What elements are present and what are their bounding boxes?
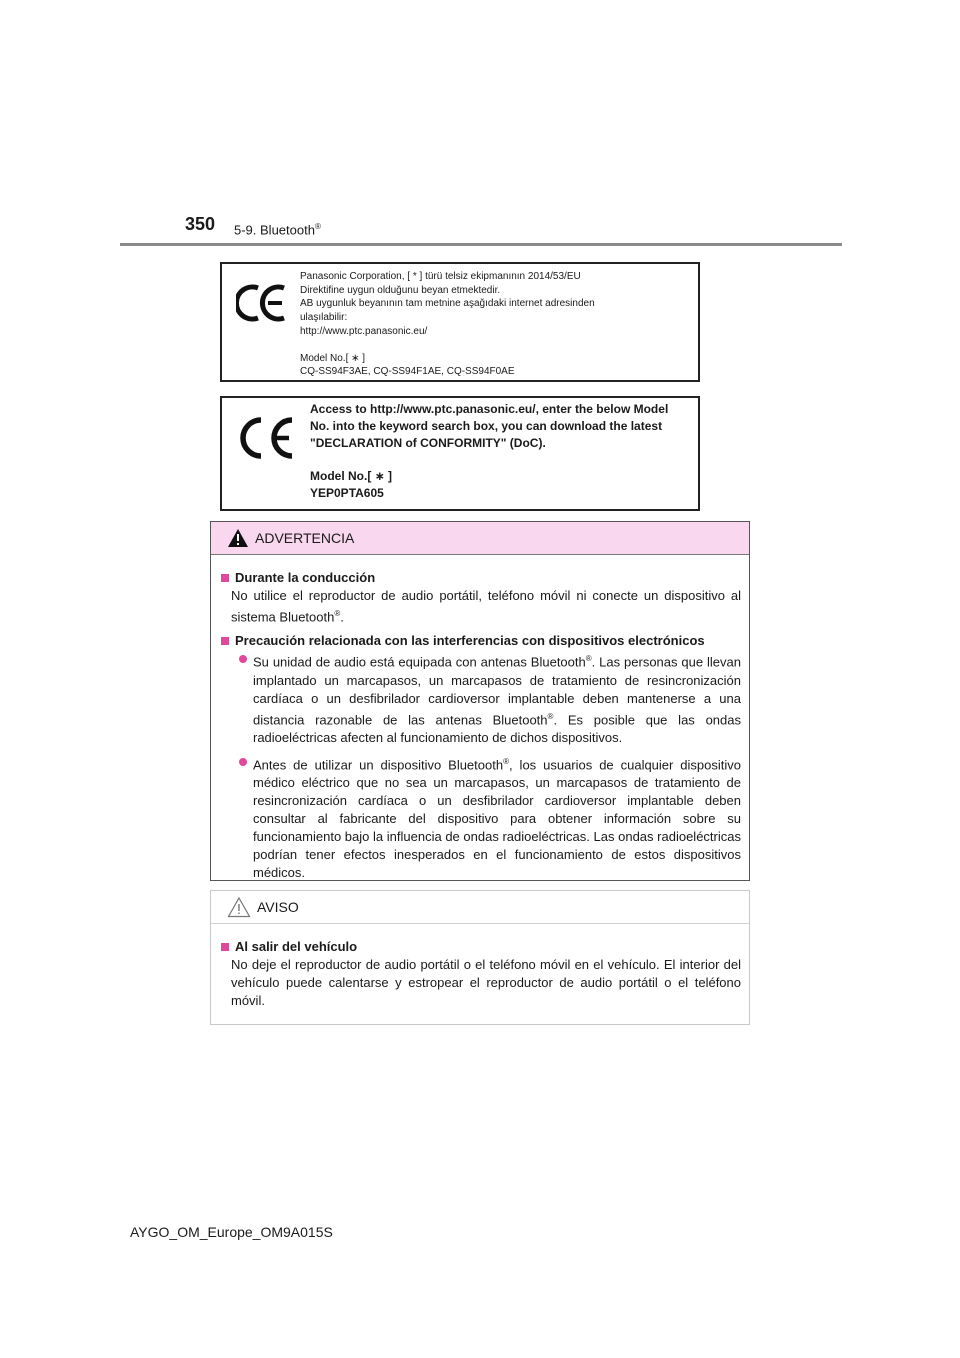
warning-bullet-2: Antes de utilizar un dispositivo Bluetooth®, los usuarios de cualquier dispositivo médico eléctrico que no sea un marcapasos, un marcapasos de tratamiento de resincronización cardíaca o un desfibrilador cardioversor implantable deben consultar al fabricante del dispositivo para obtener información sobre su funcionamiento bajo la influencia de ondas radioeléctricas. Las ondas radioeléctricas podrían tener efectos inesperados en el funcionamiento de estos dispositivos médicos. — [221, 753, 741, 882]
ce1-line-3: AB uygunluk beyanının tam metnine aşağıdaki internet adresinden — [300, 298, 595, 310]
ce2-model-label: Model No.[ ∗ ] — [310, 469, 393, 483]
notice-section-1-title: Al salir del vehículo — [221, 938, 741, 956]
caution-triangle-outline-icon — [227, 896, 251, 918]
document-code: AYGO_OM_Europe_OM9A015S — [130, 1224, 333, 1240]
ce2-line-3: "DECLARATION of CONFORMITY" (DoC). — [310, 436, 546, 450]
round-bullet-icon — [239, 758, 247, 766]
ce1-model-values: CQ-SS94F3AE, CQ-SS94F1AE, CQ-SS94F0AE — [300, 366, 515, 378]
warning-triangle-icon — [227, 528, 249, 548]
ce1-line-5: http://www.ptc.panasonic.eu/ — [300, 325, 428, 337]
registered-mark: ® — [314, 222, 321, 231]
square-bullet-icon — [221, 574, 229, 582]
warning-bullet-1: Su unidad de audio está equipada con antenas Bluetooth®. Las personas que llevan implantado un marcapasos, un marcapasos de tratamiento de resincronización cardíaca o un desfibrilador cardioversor implantable deben mantenerse a una distancia razonable de las antenas Bluetooth®. Es posible que las ondas radioeléctricas afecten al funcionamiento de dichos dispositivos. — [221, 650, 741, 747]
notice-panel — [210, 890, 750, 1025]
ce-mark-icon — [236, 284, 288, 322]
ce2-model-values: YEP0PTA605 — [310, 486, 384, 500]
ce1-line-4: ulaşılabilir: — [300, 312, 348, 324]
square-bullet-icon — [221, 943, 229, 951]
warning-section-2-title: Precaución relacionada con las interferencias con dispositivos electrónicos — [221, 632, 741, 650]
header-rule — [120, 243, 842, 246]
ce1-line-2: Direktifine uygun olduğunu beyan etmektedir. — [300, 284, 501, 296]
ce-declaration-box-turkish — [220, 262, 700, 382]
warning-section-1-text: No utilice el reproductor de audio portátil, teléfono móvil ni conecte un dispositivo al sistema Bluetooth®. — [231, 588, 741, 625]
page-number: 350 — [185, 214, 216, 234]
notice-section-1-text: No deje el reproductor de audio portátil o el teléfono móvil en el vehículo. El interior del vehículo puede calentarse y estropear el reproductor de audio portátil o el teléfono móvil. — [231, 957, 741, 1008]
warning-title: ADVERTENCIA — [255, 530, 355, 546]
warning-section-1-title: Durante la conducción — [221, 569, 741, 587]
ce2-line-2: No. into the keyword search box, you can download the latest — [310, 419, 663, 433]
round-bullet-icon — [239, 655, 247, 663]
square-bullet-icon — [221, 637, 229, 645]
ce2-line-1: Access to http://www.ptc.panasonic.eu/, enter the below Model — [310, 402, 669, 416]
ce1-line-1: Panasonic Corporation, [ * ] türü telsiz ekipmanının 2014/53/EU — [300, 271, 581, 282]
section-title-text: 5-9. Bluetooth — [234, 222, 315, 238]
ce1-model-label: Model No.[ ∗ ] — [300, 352, 366, 364]
notice-title: AVISO — [257, 899, 299, 915]
ce-mark-icon — [236, 416, 296, 460]
notice-header — [211, 891, 749, 924]
section-title — [234, 222, 321, 237]
ce-declaration-box-english — [220, 396, 700, 511]
warning-panel — [210, 521, 750, 881]
warning-header — [211, 522, 749, 555]
